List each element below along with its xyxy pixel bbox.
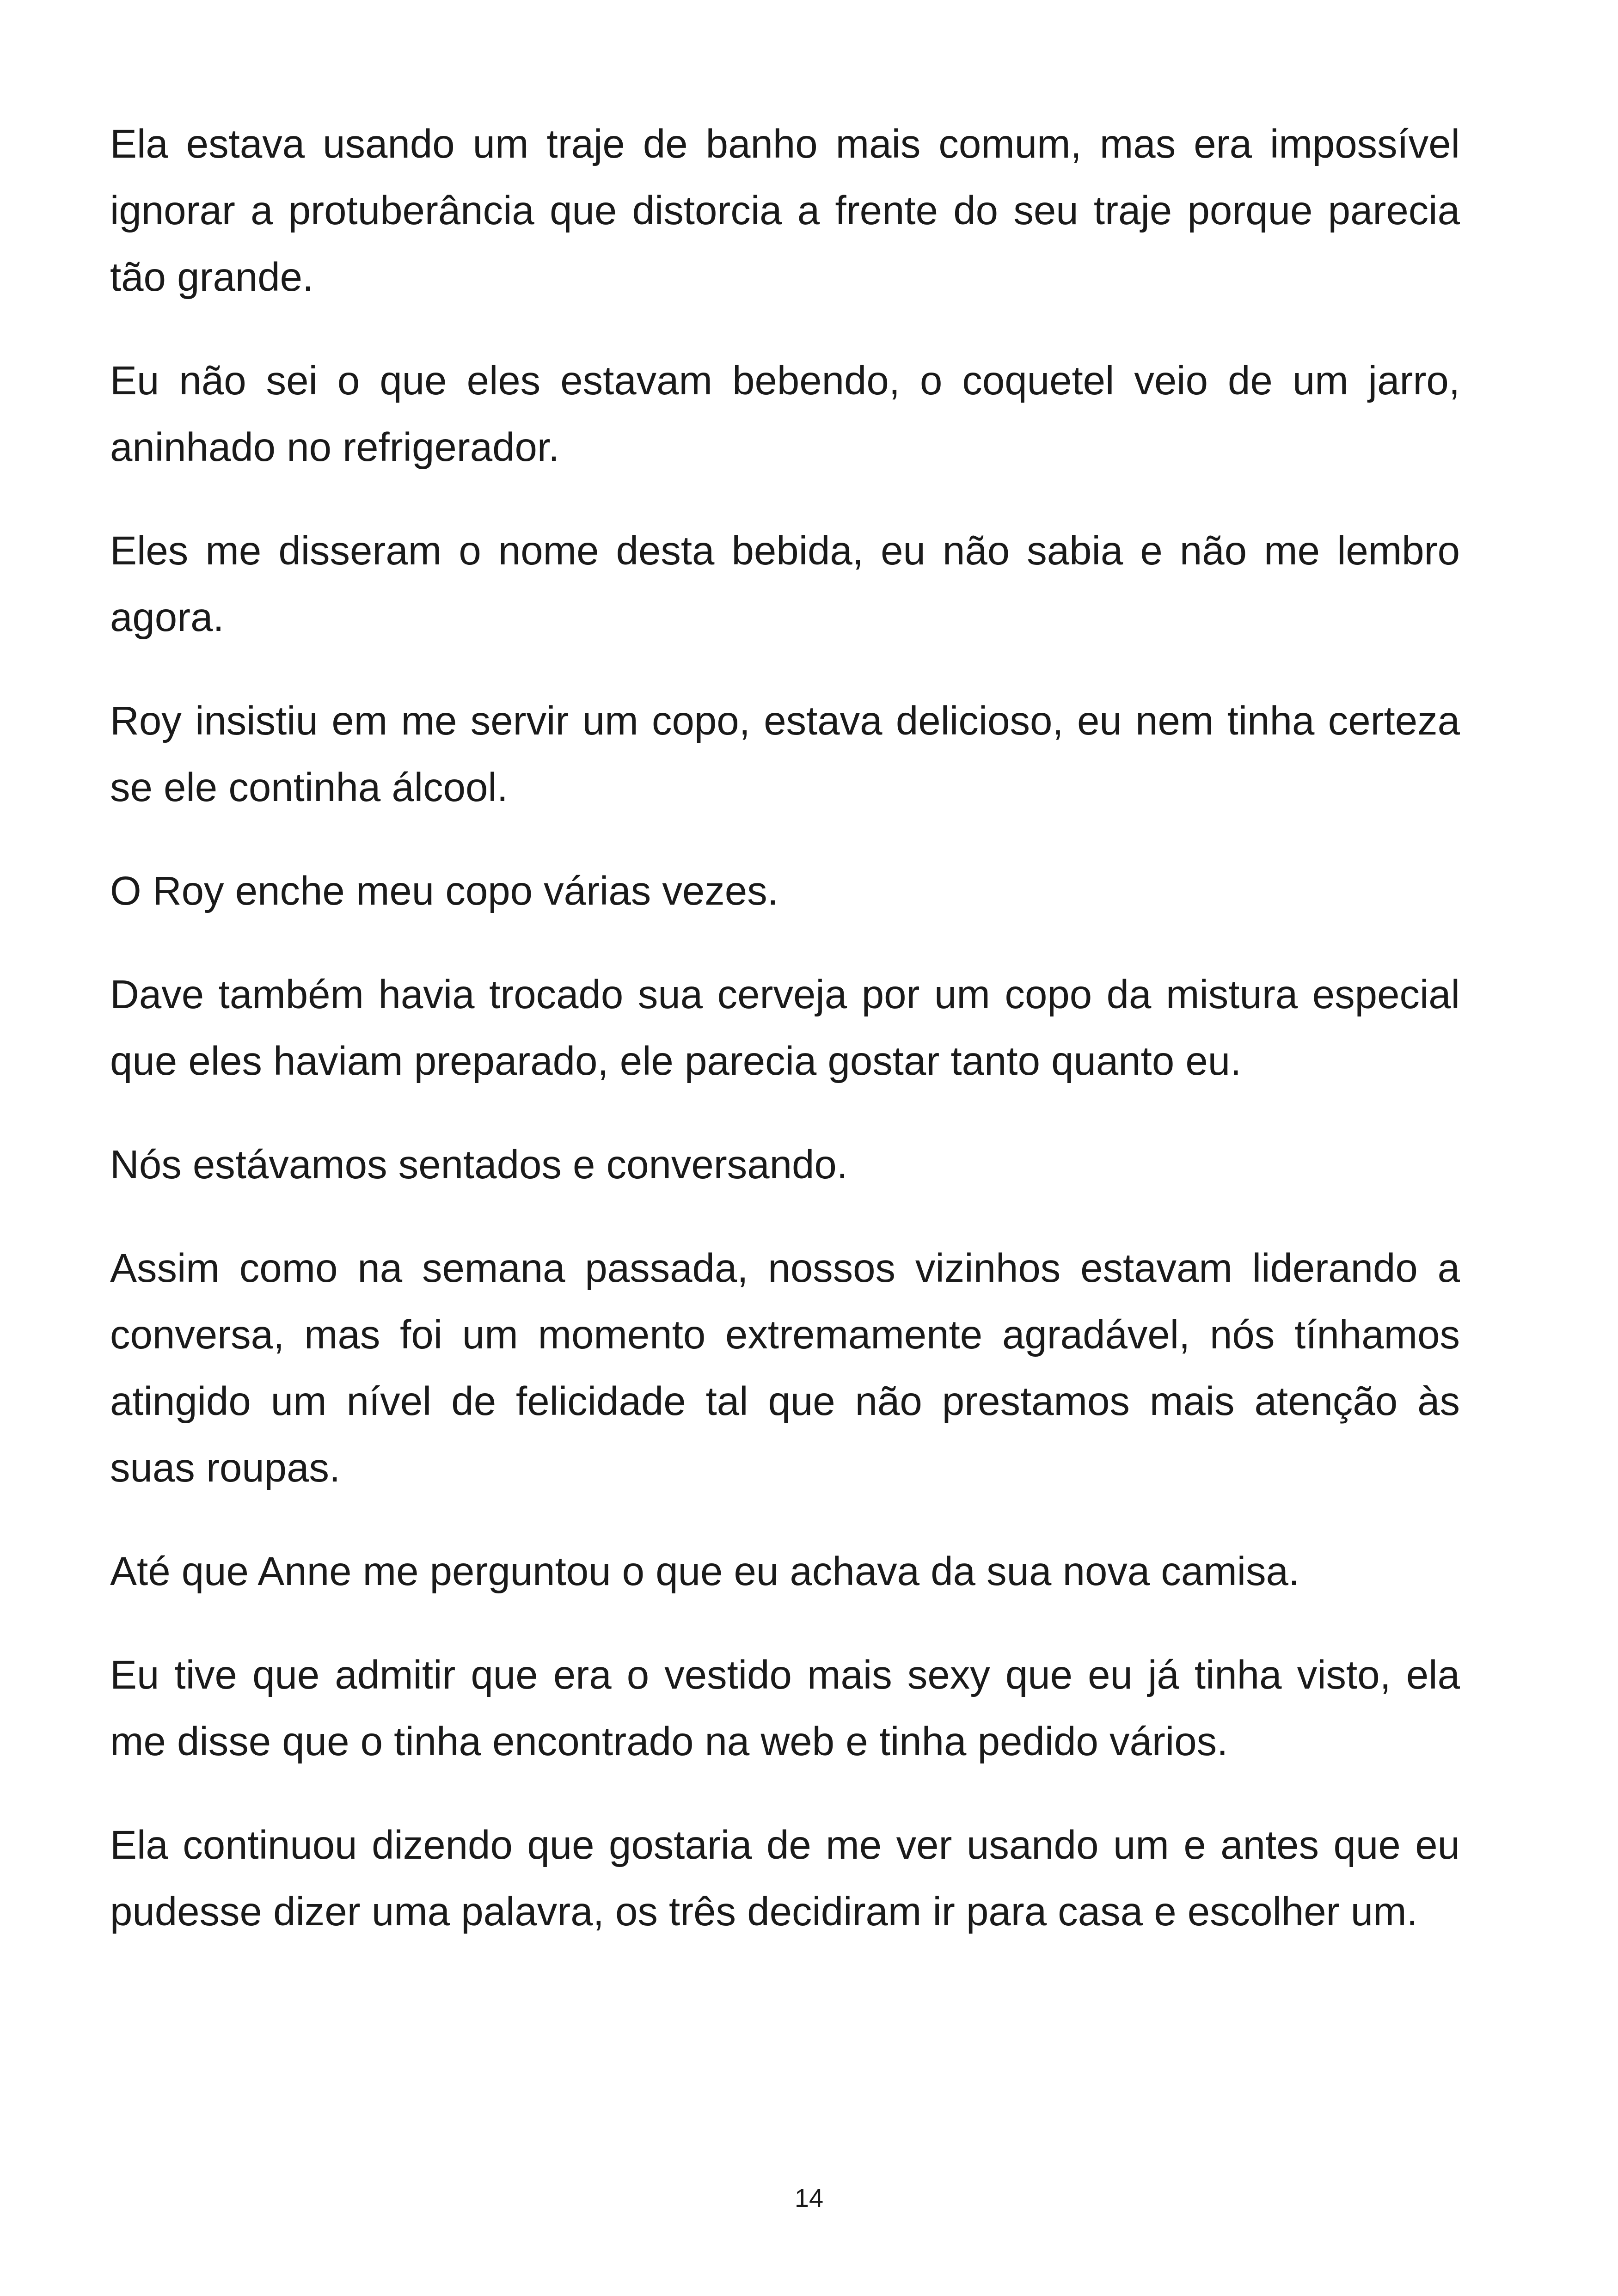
paragraph-11: Ela continuou dizendo que gostaria de me ver usando um e antes que eu pudesse dizer uma palavra, os três decidiram ir para casa e escolher um. bbox=[110, 1823, 1460, 1934]
paragraph-2: Eu não sei o que eles estavam bebendo, o coquetel veio de um jarro, aninhado no refrigerador. bbox=[110, 358, 1460, 470]
body-text bbox=[110, 111, 1460, 1982]
paragraph-10: Eu tive que admitir que era o vestido mais sexy que eu já tinha visto, ela me disse que o tinha encontrado na web e tinha pedido vários. bbox=[110, 1653, 1460, 1764]
paragraph-3: Eles me disseram o nome desta bebida, eu não sabia e não me lembro agora. bbox=[110, 528, 1460, 640]
paragraph-4: Roy insistiu em me servir um copo, estava delicioso, eu nem tinha certeza se ele continha álcool. bbox=[110, 698, 1460, 810]
paragraph-8: Assim como na semana passada, nossos vizinhos estavam liderando a conversa, mas foi um momento extremamente agradável, nós tínhamos atingido um nível de felicidade tal que não prestamos mais atenção às suas roupas. bbox=[110, 1246, 1460, 1490]
paragraph-6: Dave também havia trocado sua cerveja por um copo da mistura especial que eles haviam preparado, ele parecia gostar tanto quanto eu. bbox=[110, 972, 1460, 1084]
page-number: 14 bbox=[794, 2183, 824, 2212]
paragraph-9: Até que Anne me perguntou o que eu achava da sua nova camisa. bbox=[110, 1549, 1300, 1594]
paragraph-5: O Roy enche meu copo várias vezes. bbox=[110, 869, 778, 913]
paragraph-7: Nós estávamos sentados e conversando. bbox=[110, 1142, 848, 1187]
paragraph-1: Ela estava usando um traje de banho mais comum, mas era impossível ignorar a protuberância que distorcia a frente do seu traje porque parecia tão grande. bbox=[110, 122, 1460, 300]
